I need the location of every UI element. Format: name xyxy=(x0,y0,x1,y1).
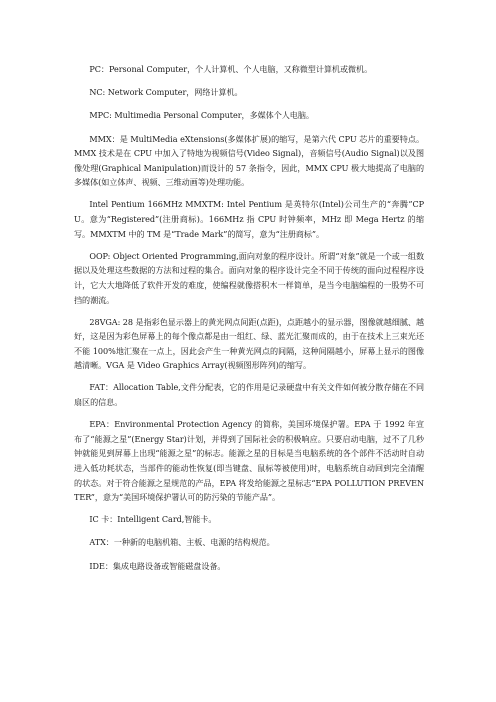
paragraph-oop: OOP: Object Oriented Programming,面向对象的程序设计。所谓“对象”就是一个或一组数据以及处理这些数据的方法和过程的集合。面向对象的程序设计完全不同于传统的面向过程程序设计，它大大地降低了软件开发的难度，使编程就像搭积木一样简单，是当今电脑编程的一股势不可挡的潮流。 xyxy=(74,250,424,305)
paragraph-mmx: MMX：是 MultiMedia eXtensions(多媒体扩展)的缩写，是第六代 CPU 芯片的重要特点。MMX 技术是在 CPU 中加入了特地为视频信号(Video Signal)，音频信号(Audio Signal)以及图像处理(Graphical Manipulation)而设计的 57 条指令，因此，MMX CPU 极大地提高了电脑的多媒体(如立体声、视频、三维动画等)处理功能。 xyxy=(74,133,424,188)
paragraph-ide: IDE：集成电路设备或智能磁盘设备。 xyxy=(89,560,226,571)
paragraph-fat: FAT：Allocation Table,文件分配表，它的作用是记录硬盘中有关文件如何被分散存储在不同扇区的信息。 xyxy=(74,382,424,408)
paragraph-ic-card: IC 卡：Intelligent Card,智能卡。 xyxy=(89,514,217,525)
paragraph-pc: PC：Personal Computer，个人计算机、个人电脑，又称微型计算机或微机。 xyxy=(89,64,373,74)
paragraph-nc: NC: Network Computer，网络计算机。 xyxy=(89,87,243,98)
paragraph-epa: EPA：Environmental Protection Agency 的简称，美国环境保护署。EPA 于 1992 年宣布了“能源之星”(Energy Star)计划，并得到了国际社会的积极响应。只要启动电脑，过不了几秒钟就能见到屏幕上出现“能源之星”的标志。能源之星的目标是当电脑系统的各个部件不活动时自动进入低功耗状态，当部件的能动性恢复(即当键盘、鼠标等被使用)时，电脑系统自动回到完全清醒的状态。对于符合能源之星规范的产品，EPA 将发给能源之星标志“EPA POLLUTION PREVENTER”，意为“美国环境保护署认可的防污染的节能产品”。 xyxy=(74,419,424,503)
document-body xyxy=(74,62,424,582)
paragraph-mpc: MPC: Multimedia Personal Computer，多媒体个人电脑。 xyxy=(89,110,314,121)
paragraph-atx: ATX：一种新的电脑机箱、主板、电源的结构规范。 xyxy=(89,537,275,548)
paragraph-28vga: 28VGA: 28 是指彩色显示器上的黄光网点间距(点距)，点距越小的显示器，图像就越细腻、越好，这是因为彩色屏幕上的每个像点都是由一组红、绿、蓝光汇聚而成的，由于在技术上三束光还不能 100%地汇聚在一点上，因此会产生一种黄光网点的间隔，这种间隔越小，屏幕上显示的图像越清晰。VGA 是 Video Graphics Array(视频图形阵列)的缩写。 xyxy=(74,316,424,371)
paragraph-intel-pentium: Intel Pentium 166MHz MMXTM: Intel Pentium 是英特尔(Intel)公司生产的“奔腾”CPU。意为“Registered”(注册商标)。166MHz 指 CPU 时钟频率，MHz 即 Mega Hertz 的缩写。MMXTM 中的 TM 是“Trade Mark”的简写，意为“注册商标”。 xyxy=(74,199,424,239)
